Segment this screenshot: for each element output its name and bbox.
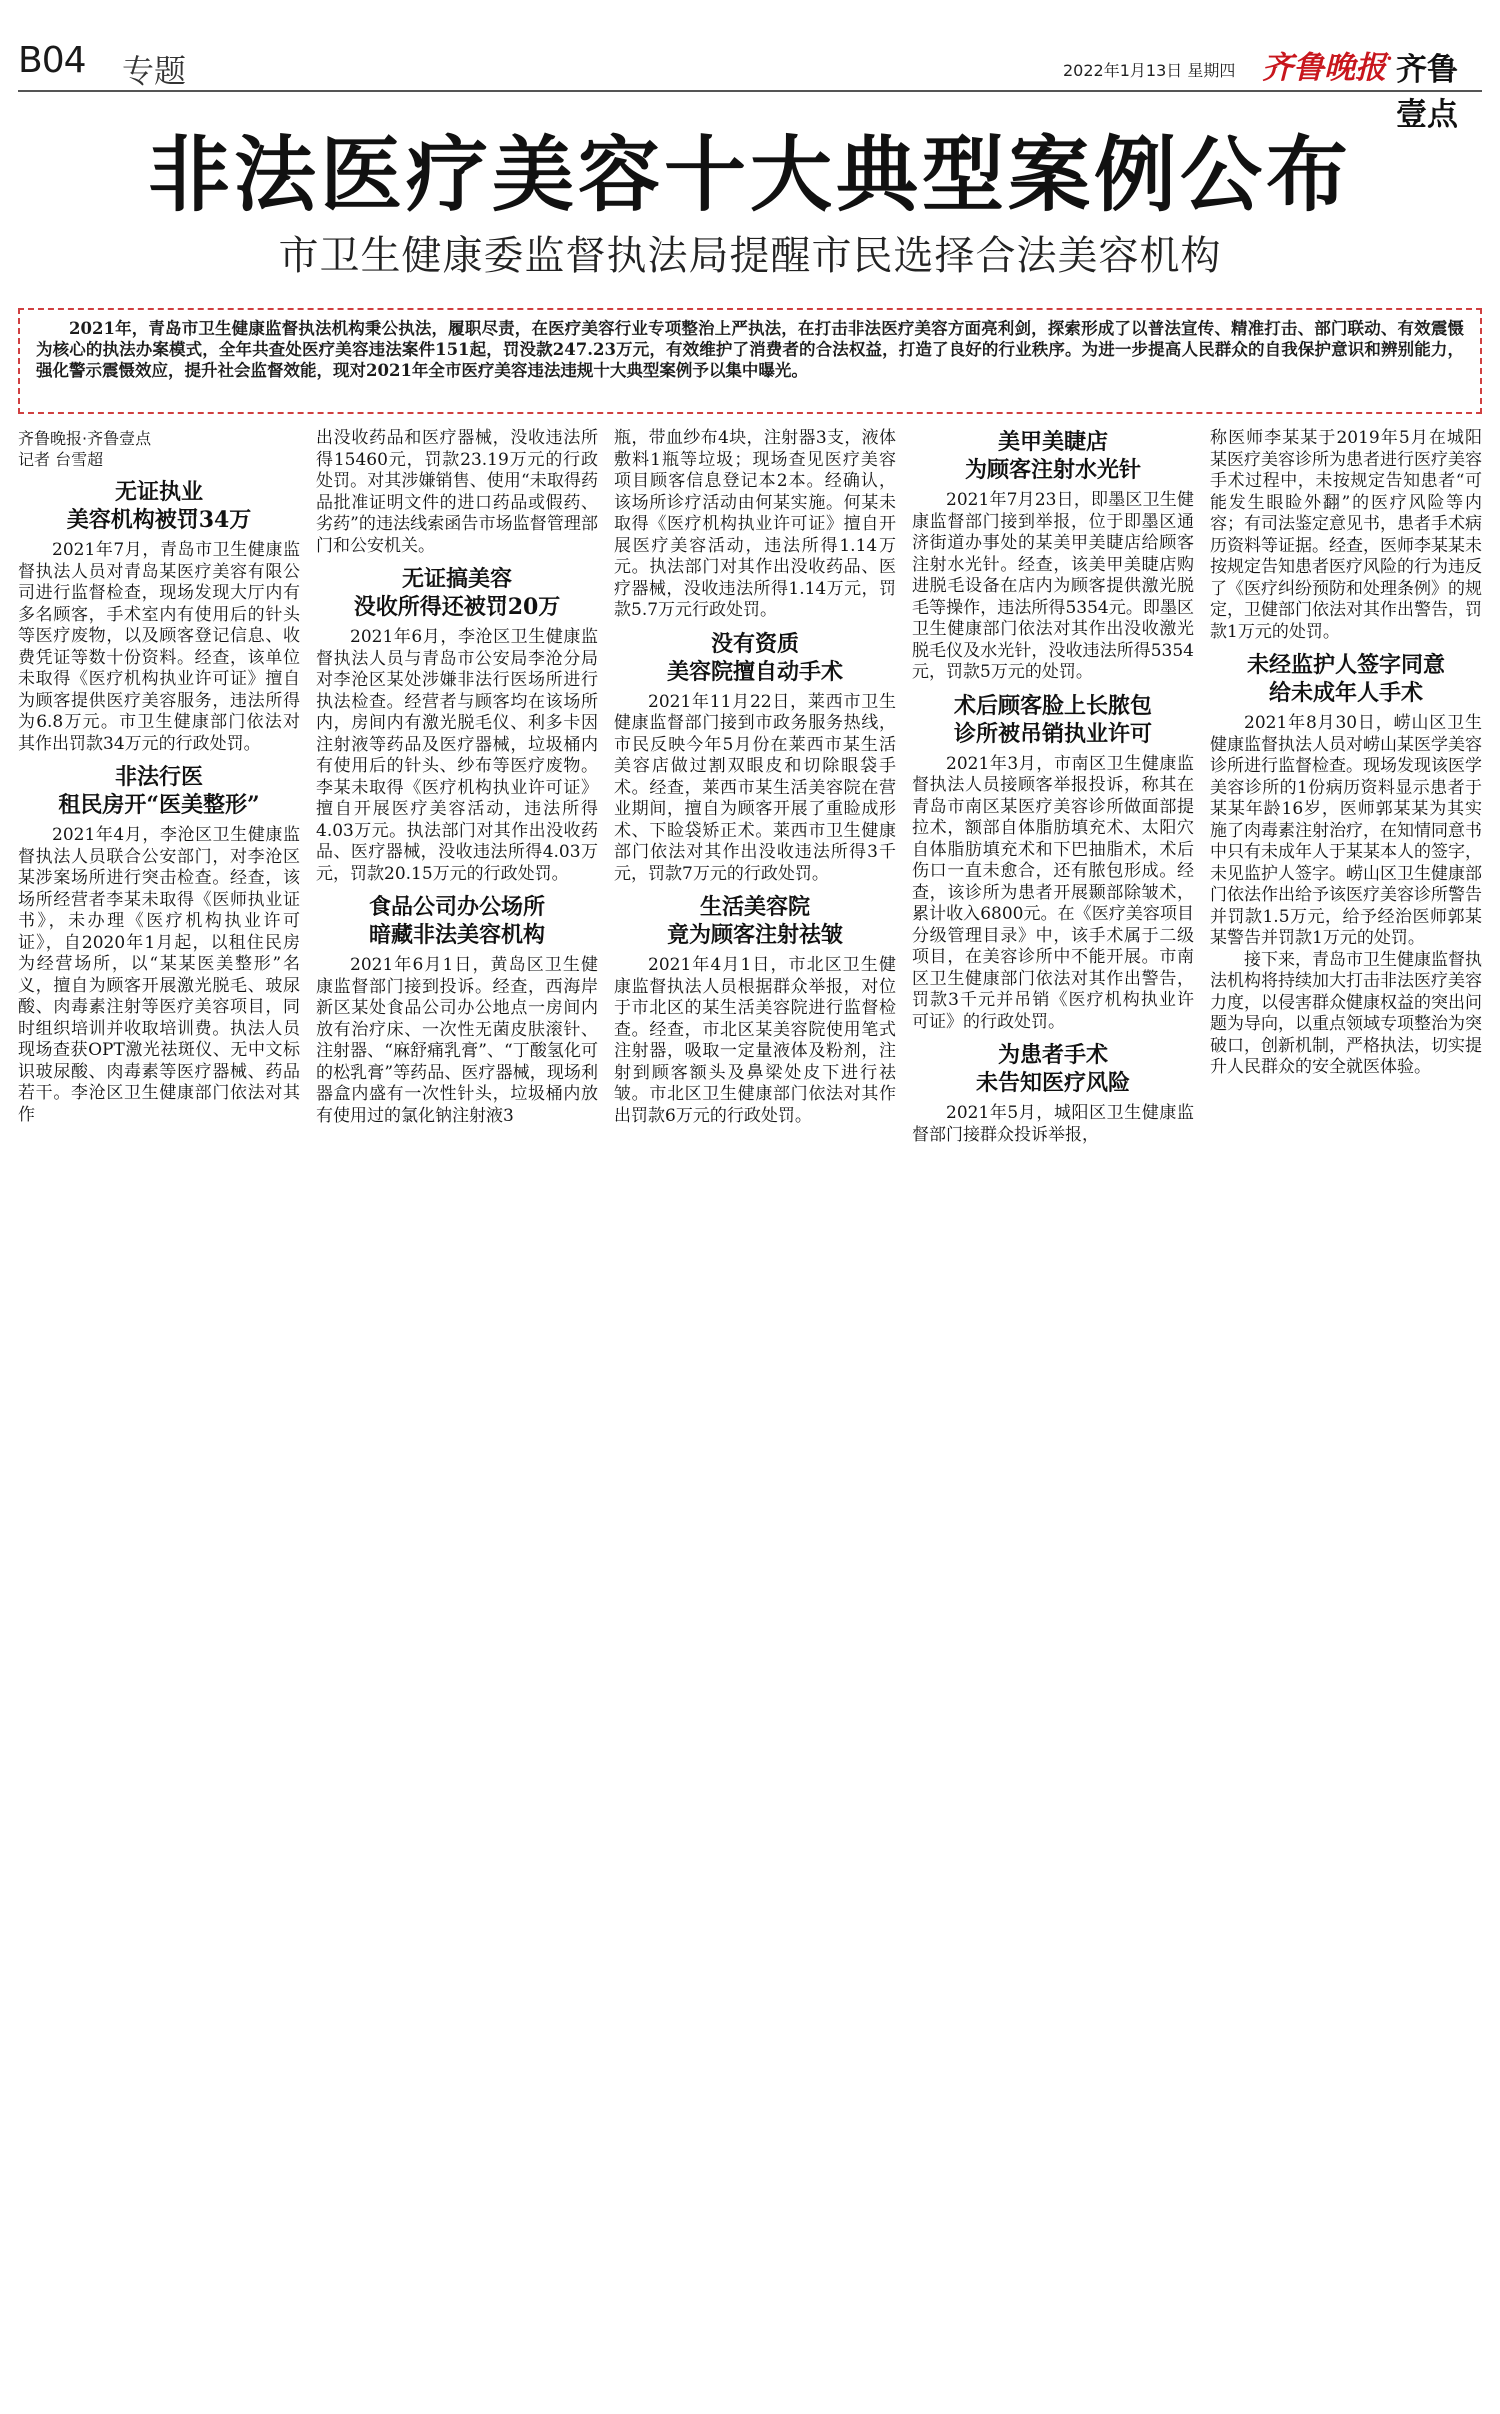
article-3-body: 2021年6月，李沧区卫生健康监督执法人员与青岛市公安局李沧分局对李沧区某处涉嫌非法行医场所进行执法检查。经营者与顾客均在该场所内，房间内有激光脱毛仪、利多卡因注射液等药品及医疗器械，垃圾桶内有使用后的针头、纱布等医疗废物。李某未取得《医疗机构执业许可证》擅自开展医疗美容活动，违法所得4.03万元。执法部门对其作出没收药品、医疗器械，没收违法所得4.03万元，罚款20.15万元的行政处罚。 xyxy=(316,627,598,884)
article-7-body: 2021年7月23日，即墨区卫生健康监督部门接到举报，位于即墨区通济街道办事处的某美甲美睫店给顾客注射水光针。经查，该美甲美睫店购进脱毛设备在店内为顾客提供激光脱毛等操作，违法所得5354元。即墨区卫生健康部门依法对其作出没收激光脱毛仪及水光针，没收违法所得5354元，罚款5万元的处罚。 xyxy=(912,490,1194,682)
intro-box xyxy=(18,308,1482,414)
article-3-title: 无证搞美容 没收所得还被罚20万 xyxy=(353,566,561,620)
article-1-title: 无证执业 美容机构被罚34万 xyxy=(66,479,252,533)
article-9-body-cont: 称医师李某某于2019年5月在城阳某医疗美容诊所为患者进行医疗美容手术过程中，未按规定告知患者“可能发生眼睑外翻”的医疗风险等内容；有司法鉴定意见书，患者手术病历资料等证据。经查，医师李某某未按规定告知患者医疗风险的行为违反了《医疗纠纷预防和处理条例》的规定，卫健部门依法对其作出警告，罚款1万元的处罚。 xyxy=(1210,428,1482,642)
headline: 非法医疗美容十大典型案例公布 xyxy=(147,127,1352,223)
article-6-title: 生活美容院 竟为顾客注射祛皱 xyxy=(666,894,843,948)
byline-reporter: 记者 台雪超 xyxy=(18,450,104,469)
subheadline: 市卫生健康委监督执法局提醒市民选择合法美容机构 xyxy=(278,233,1222,279)
article-9-title: 为患者手术 未告知医疗风险 xyxy=(975,1042,1130,1096)
article-8-body: 2021年3月，市南区卫生健康监督执法人员接顾客举报投诉，称其在青岛市南区某医疗美容诊所做面部提拉术，额部自体脂肪填充术、太阳穴自体脂肪填充术和下巴抽脂术，术后伤口一直未愈合，还有脓包形成。经查，该诊所为患者开展颞部除皱术，累计收入6800元。在《医疗美容项目分级管理目录》中，该手术属于二级项目，在美容诊所中不能开展。市南区卫生健康部门依法对其作出警告，罚款3千元并吊销《医疗机构执业许可证》的行政处罚。 xyxy=(912,753,1194,1032)
article-10-title: 未经监护人签字同意 给未成年人手术 xyxy=(1246,652,1445,706)
article-8-title: 术后顾客脸上长脓包 诊所被吊销执业许可 xyxy=(953,692,1152,747)
newspaper-logo: 齐鲁晚报 xyxy=(1262,50,1386,86)
article-10-body: 2021年8月30日，崂山区卫生健康监督执法人员对崂山某医学美容诊所进行监督检查。现场发现该医学美容诊所的1份病历资料显示患者于某某年龄16岁，医师郭某某为其实施了肉毒素注射治疗，在知情同意书中只有未成年人于某某本人的签字，未见监护人签字。崂山区卫生健康部门依法作出给予该医疗美容诊所警告并罚款1.5万元，给予经治医师郭某某警告并罚款1万元的处罚。 xyxy=(1210,713,1482,948)
page-number: B04 xyxy=(18,40,86,81)
app-logo: 齐鲁壹点 xyxy=(1396,52,1458,133)
column-5 xyxy=(1210,428,1482,1079)
page-header xyxy=(18,36,1482,133)
header-rule xyxy=(18,90,1482,92)
section-label: 专题 xyxy=(122,52,187,90)
article-2-body: 2021年4月，李沧区卫生健康监督执法人员联合公安部门，对李沧区某涉案场所进行突击检查。经查，该场所经营者李某未取得《医师执业证书》，未办理《医疗机构执业许可证》，自2020年1月起，以租住民房为经营场所，以“某某医美整形”名义，擅自为顾客开展激光脱毛、玻尿酸、肉毒素注射等医疗美容项目，同时组织培训并收取培训费。执法人员现场查获OPT激光祛斑仪、无中文标识玻尿酸、肉毒素等医疗器械、药品若干。李沧区卫生健康部门依法对其作 xyxy=(18,825,300,1125)
byline xyxy=(18,428,300,470)
column-1 xyxy=(18,428,300,1126)
column-4 xyxy=(912,428,1194,1146)
closing-paragraph: 接下来，青岛市卫生健康监督执法机构将持续加大打击非法医疗美容力度，以侵害群众健康权益的突出问题为导向，以重点领域专项整治为突破口，创新机制，严格执法，切实提升人民群众的安全就医体验。 xyxy=(1210,949,1482,1077)
article-5-title: 没有资质 美容院擅自动手术 xyxy=(666,630,843,685)
article-5-body: 2021年11月22日，莱西市卫生健康监督部门接到市政务服务热线，市民反映今年5月份在莱西市某生活美容店做过割双眼皮和切除眼袋手术。经查，莱西市某生活美容院在营业期间，擅自为顾客开展了重睑成形术、下睑袋矫正术。莱西市卫生健康部门依法对其作出没收违法所得3千元，罚款7万元的行政处罚。 xyxy=(614,691,896,884)
article-2-body-cont: 出没收药品和医疗器械，没收违法所得15460元，罚款23.19万元的行政处罚。对其涉嫌销售、使用“未取得药品批准证明文件的进口药品或假药、劣药”的违法线索函告市场监督管理部门和公安机关。 xyxy=(316,428,598,556)
article-2-title: 非法行医 租民房开“医美整形” xyxy=(58,764,260,818)
article-1-body: 2021年7月，青岛市卫生健康监督执法人员对青岛某医疗美容有限公司进行监督检查，现场发现大厅内有多名顾客，手术室内有使用后的针头等医疗废物，以及顾客登记信息、收费凭证等数十份资料。经查，该单位未取得《医疗机构执业许可证》擅自为顾客提供医疗美容服务，违法所得为6.8万元。市卫生健康部门依法对其作出罚款34万元的行政处罚。 xyxy=(18,540,300,754)
logo-separator: · xyxy=(1385,42,1394,75)
column-2 xyxy=(316,428,598,1127)
article-7-title: 美甲美睫店 为顾客注射水光针 xyxy=(964,429,1141,483)
issue-date: 2022年1月13日 星期四 xyxy=(1063,61,1236,80)
byline-source: 齐鲁晚报·齐鲁壹点 xyxy=(18,429,152,448)
article-9-body: 2021年5月，城阳区卫生健康监督部门接群众投诉举报， xyxy=(912,1103,1194,1145)
article-4-body-cont: 瓶，带血纱布4块，注射器3支，液体敷料1瓶等垃圾；现场查见医疗美容项目顾客信息登记本2本。经确认，该场所诊疗活动由何某实施。何某未取得《医疗机构执业许可证》擅自开展医疗美容活动，违法所得1.14万元。执法部门对其作出没收药品、医疗器械，没收违法所得1.14万元，罚款5.7万元行政处罚。 xyxy=(614,428,896,620)
intro-text: 2021年，青岛市卫生健康监督执法机构秉公执法，履职尽责，在医疗美容行业专项整治上严执法，在打击非法医疗美容方面亮利剑，探索形成了以普法宣传、精准打击、部门联动、有效震慑为核心的执法办案模式，全年共查处医疗美容违法案件151起，罚没款247.23万元，有效维护了消费者的合法权益，打造了良好的行业秩序。为进一步提高人民群众的自我保护意识和辨别能力，强化警示震慑效应，提升社会监督效能，现对2021年全市医疗美容违法违规十大典型案例予以集中曝光。 xyxy=(36,319,1464,380)
article-6-body: 2021年4月1日，市北区卫生健康监督执法人员根据群众举报，对位于市北区的某生活美容院进行监督检查。经查，市北区某美容院使用笔式注射器，吸取一定量液体及粉剂，注射到顾客额头及鼻梁处皮下进行祛皱。市北区卫生健康部门依法对其作出罚款6万元的行政处罚。 xyxy=(614,955,896,1126)
article-4-body: 2021年6月1日，黄岛区卫生健康监督部门接到投诉。经查，西海岸新区某处食品公司办公地点一房间内放有治疗床、一次性无菌皮肤滚针、注射器、“麻舒痛乳膏”、“丁酸氢化可的松乳膏”等药品、医疗器械，现场利器盒内盛有一次性针头，垃圾桶内放有使用过的氯化钠注射液3 xyxy=(316,955,598,1126)
column-3 xyxy=(614,428,896,1127)
article-4-title: 食品公司办公场所 暗藏非法美容机构 xyxy=(368,894,545,948)
